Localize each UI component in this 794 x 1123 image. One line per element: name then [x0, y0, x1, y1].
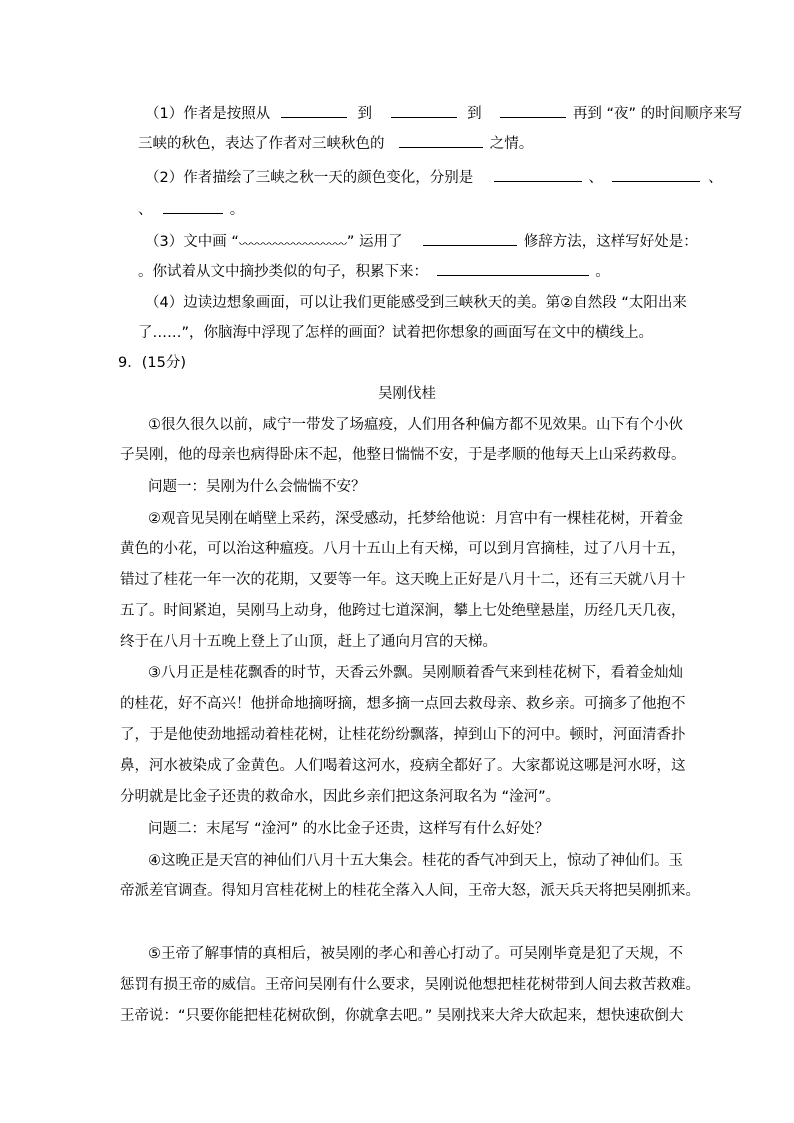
question-two: 问题二：末尾写 “淦河” 的水比金子还贵，这样写有什么好处？: [148, 821, 550, 837]
q4-line-2: 了……”，你脑海中浮现了怎样的画面？试着把你想象的画面写在文中的横线上。: [138, 325, 654, 341]
q1-text-b: 到: [357, 106, 372, 122]
answer-blank[interactable]: [494, 167, 582, 182]
paragraph-2-line: 五了。时间紧迫，吴刚马上动身，他跨过七道深涧，攀上七处绝壁悬崖，历经几天几夜，: [120, 603, 686, 619]
paragraph-3-line: 了，于是他使劲地摇动着桂花树，让桂花纷纷飘落，掉到山下的河中。顿时，河面清香扑: [120, 727, 686, 743]
paragraph-5-line: 王帝说：“只要你能把桂花树砍倒，你就拿去吧。” 吴刚找来大斧大砍起来，想快速砍倒大: [120, 1008, 684, 1024]
q1-text-f: 之情。: [489, 136, 534, 152]
q3-end: 。: [595, 264, 610, 280]
answer-blank[interactable]: [500, 103, 566, 118]
answer-blank[interactable]: [281, 103, 347, 118]
paragraph-2-line: 黄色的小花，可以治这种瘟疫。八月十五山上有天梯，可以到月宫摘桂，过了八月十五，: [120, 541, 686, 557]
paragraph-3-line: 鼻，河水被染成了金黄色。人们喝着这河水，疫病全都好了。大家都说这哪是河水呀，这: [120, 758, 686, 774]
q3-text-b: ” 运用了: [346, 234, 403, 250]
answer-blank[interactable]: [163, 199, 223, 214]
paragraph-2-line: ②观音见吴刚在峭壁上采药，深受感动，托梦给他说：月宫中有一棵桂花树，开着金: [148, 511, 683, 527]
q3-text-d: 。你试着从文中摘抄类似的句子，积累下来：: [138, 264, 428, 280]
paragraph-1-line: 子吴刚，他的母亲也病得卧床不起，他整日惴惴不安，于是孝顺的他每天上山采药救母。: [120, 447, 686, 463]
question-one: 问题一：吴刚为什么会惴惴不安？: [148, 479, 366, 495]
question-number: 9．(15分): [118, 355, 186, 371]
q4-line-1: （4）边读边想象画面，可以让我们更能感受到三峡秋天的美。第②自然段 “太阳出来: [145, 295, 687, 311]
q1-text-e: 三峡的秋色，表达了作者对三峡秋色的: [138, 136, 385, 152]
q3-line-1: [145, 231, 698, 252]
paragraph-1-line: ①很久很久以前，咸宁一带发了场瘟疫，人们用各种偏方都不见效果。山下有个小伙: [148, 417, 683, 433]
q1-text-d: 再到 “夜” 的时间顺序来写: [572, 106, 743, 122]
answer-blank[interactable]: [399, 133, 483, 148]
paragraph-5-line: 惩罚有损王帝的威信。王帝问吴刚有什么要求，吴刚说他想把桂花树带到人间去救苦救难。: [120, 977, 700, 993]
answer-blank[interactable]: [391, 103, 457, 118]
q2-end: 。: [229, 202, 245, 218]
paragraph-3-line: 的桂花，好不高兴！他拼命地摘呀摘，想多摘一点回去救母亲、救乡亲。可摘多了他抱不: [120, 696, 686, 712]
q2-sep: 、: [708, 170, 723, 186]
paragraph-4-line: 帝派差官调查。得知月宫桂花树上的桂花全落入人间，王帝大怒，派天兵天将把吴刚抓来。: [120, 883, 700, 899]
answer-blank[interactable]: [437, 261, 589, 276]
q2-sep: 、: [588, 170, 603, 186]
answer-blank[interactable]: [612, 167, 700, 182]
q1-text-a: （1）作者是按照从: [145, 106, 271, 122]
q2-text-a: （2）作者描绘了三峡之秋一天的颜色变化，分别是: [145, 170, 474, 186]
q2-text-b: 、: [138, 202, 153, 218]
q3-text-c: 修辞方法，这样写好处是：: [523, 234, 698, 250]
paragraph-3-line: ③八月正是桂花飘香的时节，天香云外飘。吴刚顺着香气来到桂花树下，看着金灿灿: [148, 665, 683, 681]
q2-line-1: [145, 167, 723, 188]
answer-blank[interactable]: [423, 231, 517, 246]
q1-line-2: [138, 133, 533, 154]
paragraph-5-line: ⑤王帝了解事情的真相后，被吴刚的孝心和善心打动了。可吴刚毕竟是犯了天规，不: [148, 946, 683, 962]
q2-line-2: [138, 199, 244, 220]
wavy-underline: [239, 236, 347, 246]
q3-text-a: （3）文中画 “: [145, 234, 239, 250]
q3-line-2: [138, 261, 610, 282]
paragraph-2-line: 终于在八月十五晚上登上了山顶，赶上了通向月宫的天梯。: [120, 634, 497, 650]
paragraph-3-line: 分明就是比金子还贵的救命水，因此乡亲们把这条河取名为 “淦河”。: [120, 789, 561, 805]
story-title: 吴刚伐桂: [378, 386, 436, 402]
paragraph-4-line: ④这晚正是天宫的神仙们八月十五大集会。桂花的香气冲到天上，惊动了神仙们。玉: [148, 853, 683, 869]
q1-text-c: 到: [467, 106, 482, 122]
paragraph-2-line: 错过了桂花一年一次的花期，又要等一年。这天晚上正好是八月十二，还有三天就八月十: [120, 572, 686, 588]
q1-line-1: [145, 103, 742, 124]
